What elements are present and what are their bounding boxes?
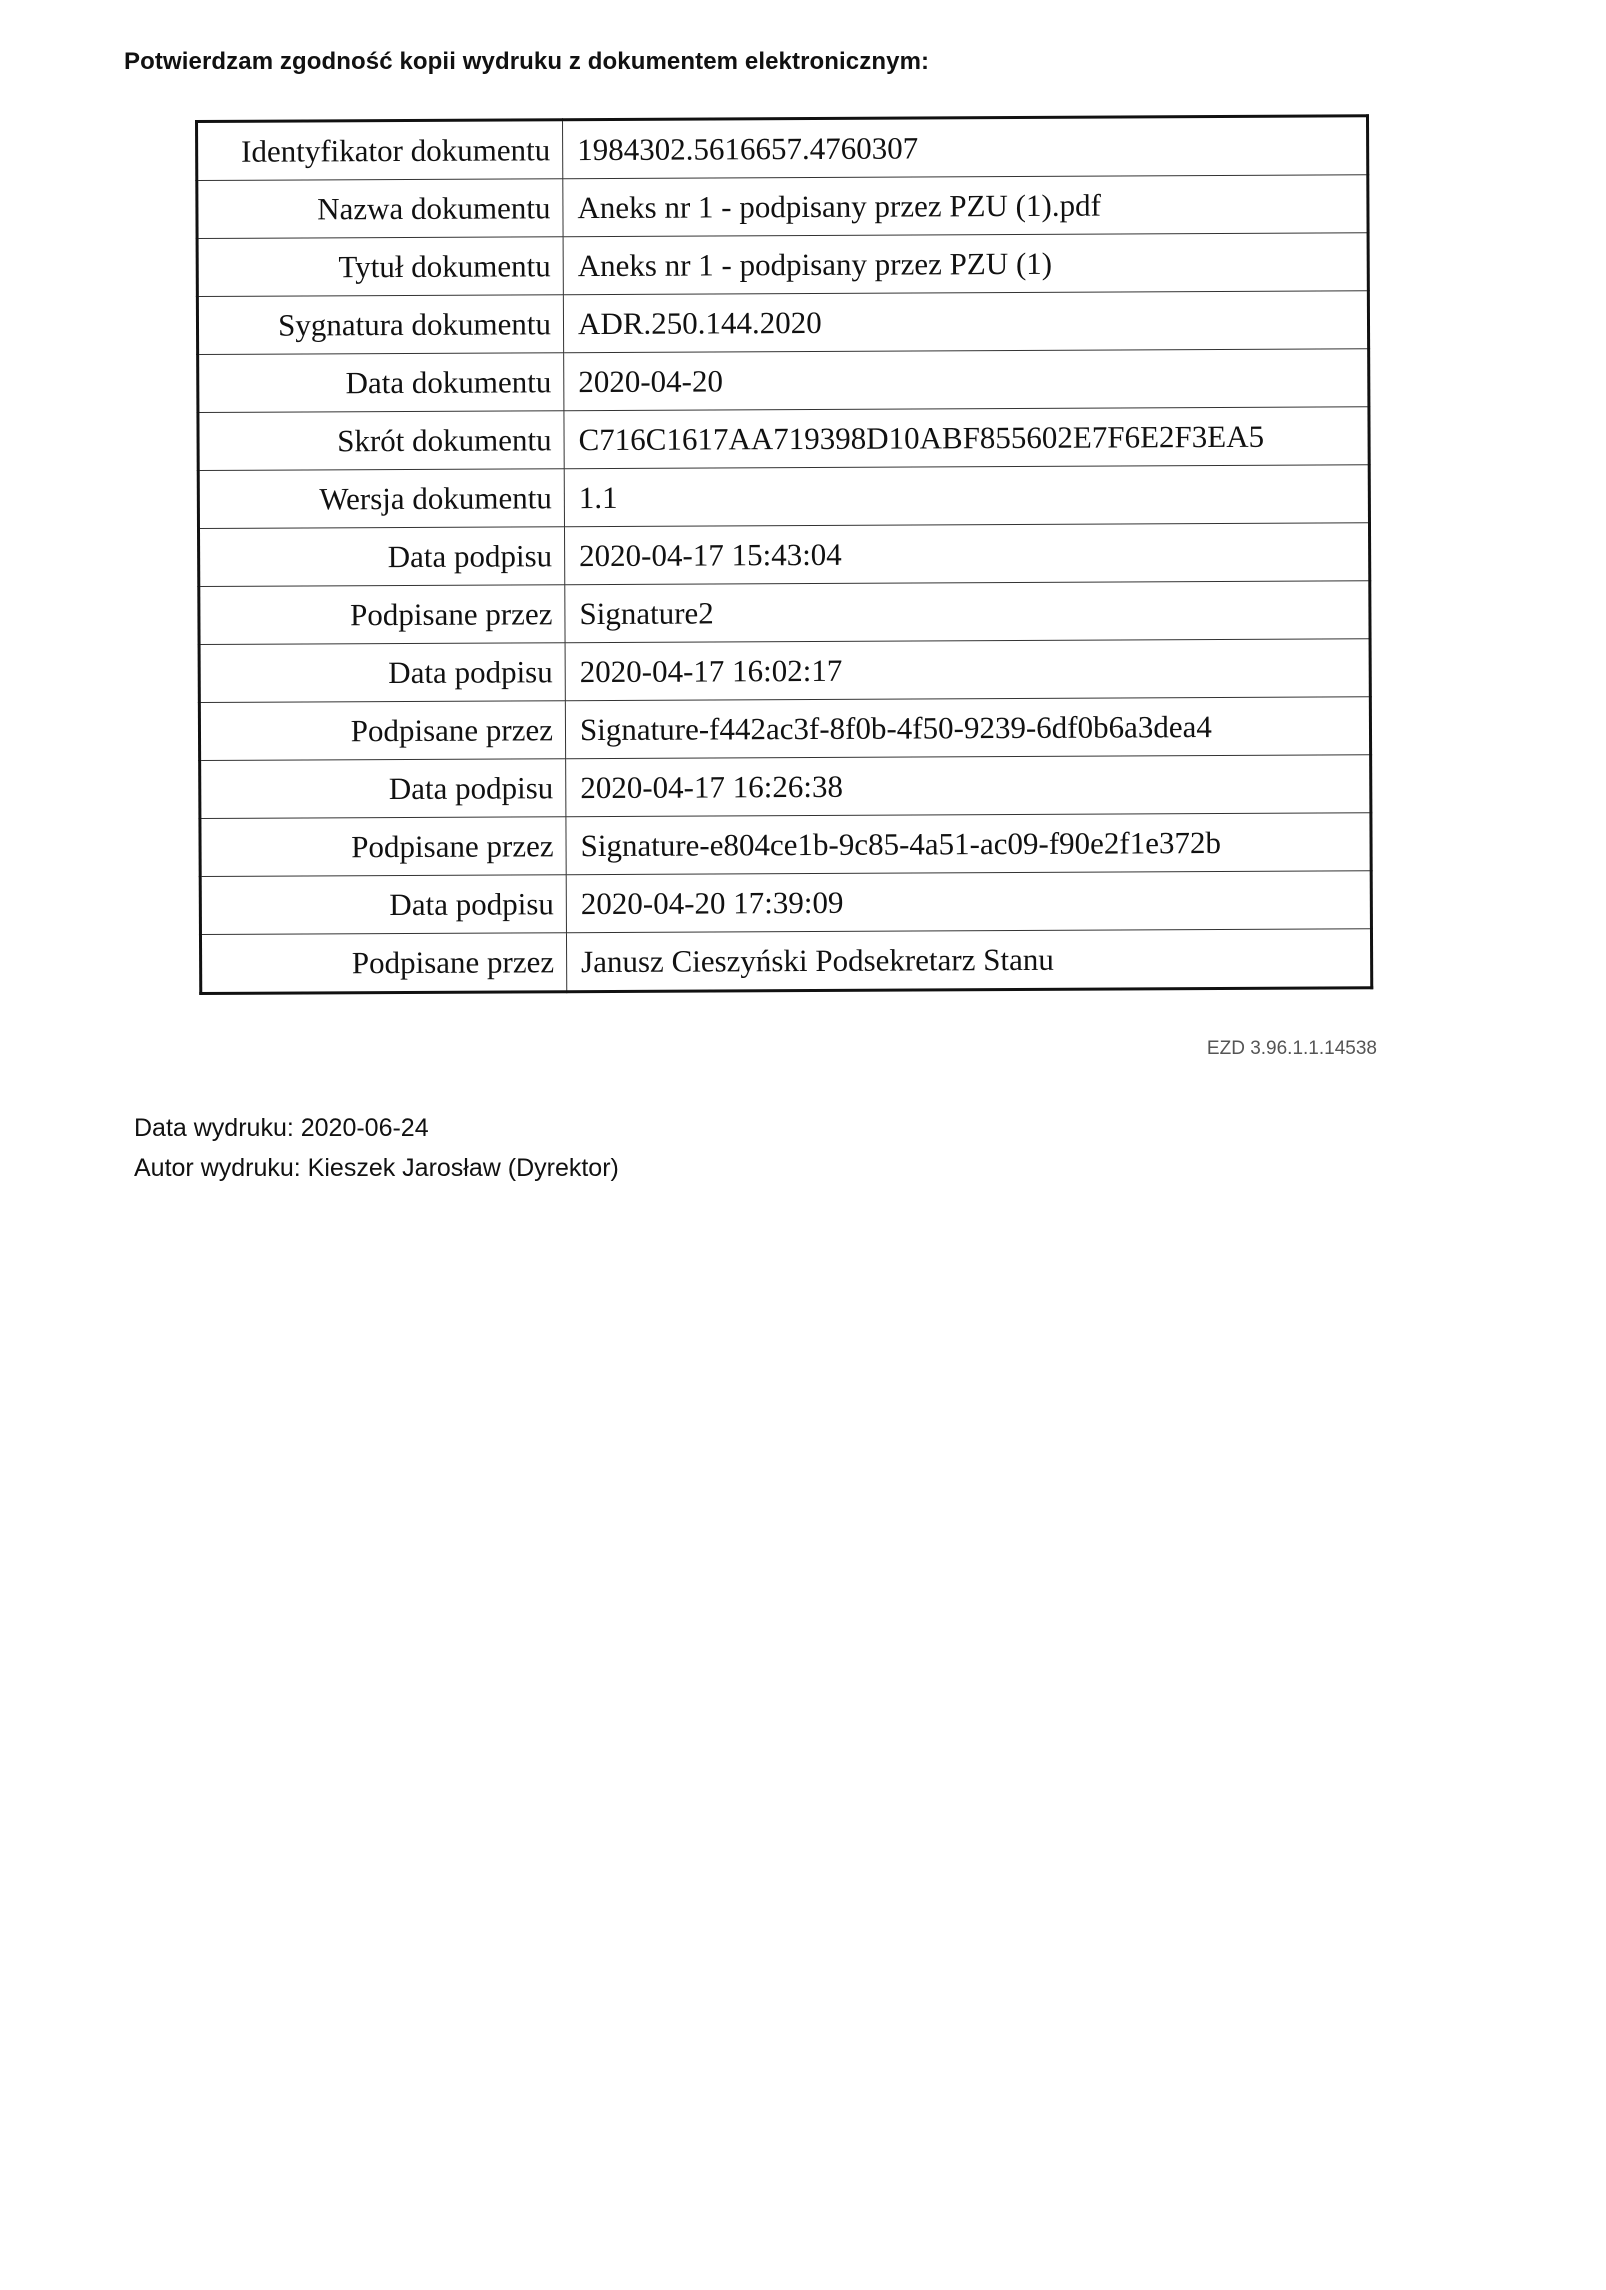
row-value: 2020-04-17 15:43:04 — [564, 523, 1369, 585]
table-row — [200, 871, 1371, 935]
print-info — [134, 1108, 619, 1188]
row-value: 2020-04-20 17:39:09 — [566, 871, 1371, 933]
table-row — [200, 929, 1371, 994]
table-row — [199, 581, 1370, 645]
row-value: 2020-04-17 16:26:38 — [566, 755, 1371, 817]
row-label: Data podpisu — [200, 875, 566, 935]
row-label: Data podpisu — [199, 643, 565, 703]
table-row — [200, 755, 1371, 819]
row-label: Nazwa dokumentu — [197, 179, 563, 239]
row-label: Podpisane przez — [199, 701, 565, 761]
table-row — [199, 639, 1370, 703]
row-label: Tytuł dokumentu — [197, 237, 563, 297]
table-row — [198, 523, 1369, 587]
table-row — [197, 291, 1368, 355]
row-value: ADR.250.144.2020 — [563, 291, 1368, 353]
row-label: Data podpisu — [198, 527, 564, 587]
page-title: Potwierdzam zgodność kopii wydruku z dokumentem elektronicznym: — [124, 48, 930, 75]
row-label: Data dokumentu — [198, 353, 564, 413]
row-value: 2020-04-20 — [564, 349, 1369, 411]
row-value: Aneks nr 1 - podpisany przez PZU (1) — [563, 233, 1368, 295]
table-row — [198, 349, 1369, 413]
table-row — [199, 697, 1370, 761]
row-label: Wersja dokumentu — [198, 469, 564, 529]
row-label: Data podpisu — [200, 759, 566, 819]
row-label: Skrót dokumentu — [198, 411, 564, 471]
row-value: 2020-04-17 16:02:17 — [565, 639, 1370, 701]
print-author: Autor wydruku: Kieszek Jarosław (Dyrektor) — [134, 1154, 619, 1182]
table-row — [200, 813, 1371, 877]
row-value: C716C1617AA719398D10ABF855602E7F6E2F3EA5 — [564, 407, 1369, 469]
row-value: Signature-f442ac3f-8f0b-4f50-9239-6df0b6a3dea4 — [565, 697, 1370, 759]
table-row — [197, 175, 1368, 239]
row-label: Identyfikator dokumentu — [197, 120, 563, 181]
table-row — [197, 233, 1368, 297]
row-value: Signature2 — [565, 581, 1370, 643]
table-row — [197, 116, 1368, 181]
table-row — [198, 465, 1369, 529]
row-label: Podpisane przez — [199, 585, 565, 645]
row-label: Sygnatura dokumentu — [197, 295, 563, 355]
row-label: Podpisane przez — [200, 933, 566, 994]
table-row — [198, 407, 1369, 471]
document-metadata-table — [195, 114, 1373, 995]
print-date: Data wydruku: 2020-06-24 — [134, 1114, 429, 1142]
system-version-label: EZD 3.96.1.1.14538 — [1206, 1038, 1377, 1059]
row-value: Aneks nr 1 - podpisany przez PZU (1).pdf — [563, 175, 1368, 237]
row-value: Signature-e804ce1b-9c85-4a51-ac09-f90e2f1e372b — [566, 813, 1371, 875]
row-value: 1.1 — [564, 465, 1369, 527]
row-label: Podpisane przez — [200, 817, 566, 877]
row-value: Janusz Cieszyński Podsekretarz Stanu — [566, 929, 1371, 992]
row-value: 1984302.5616657.4760307 — [563, 116, 1368, 179]
